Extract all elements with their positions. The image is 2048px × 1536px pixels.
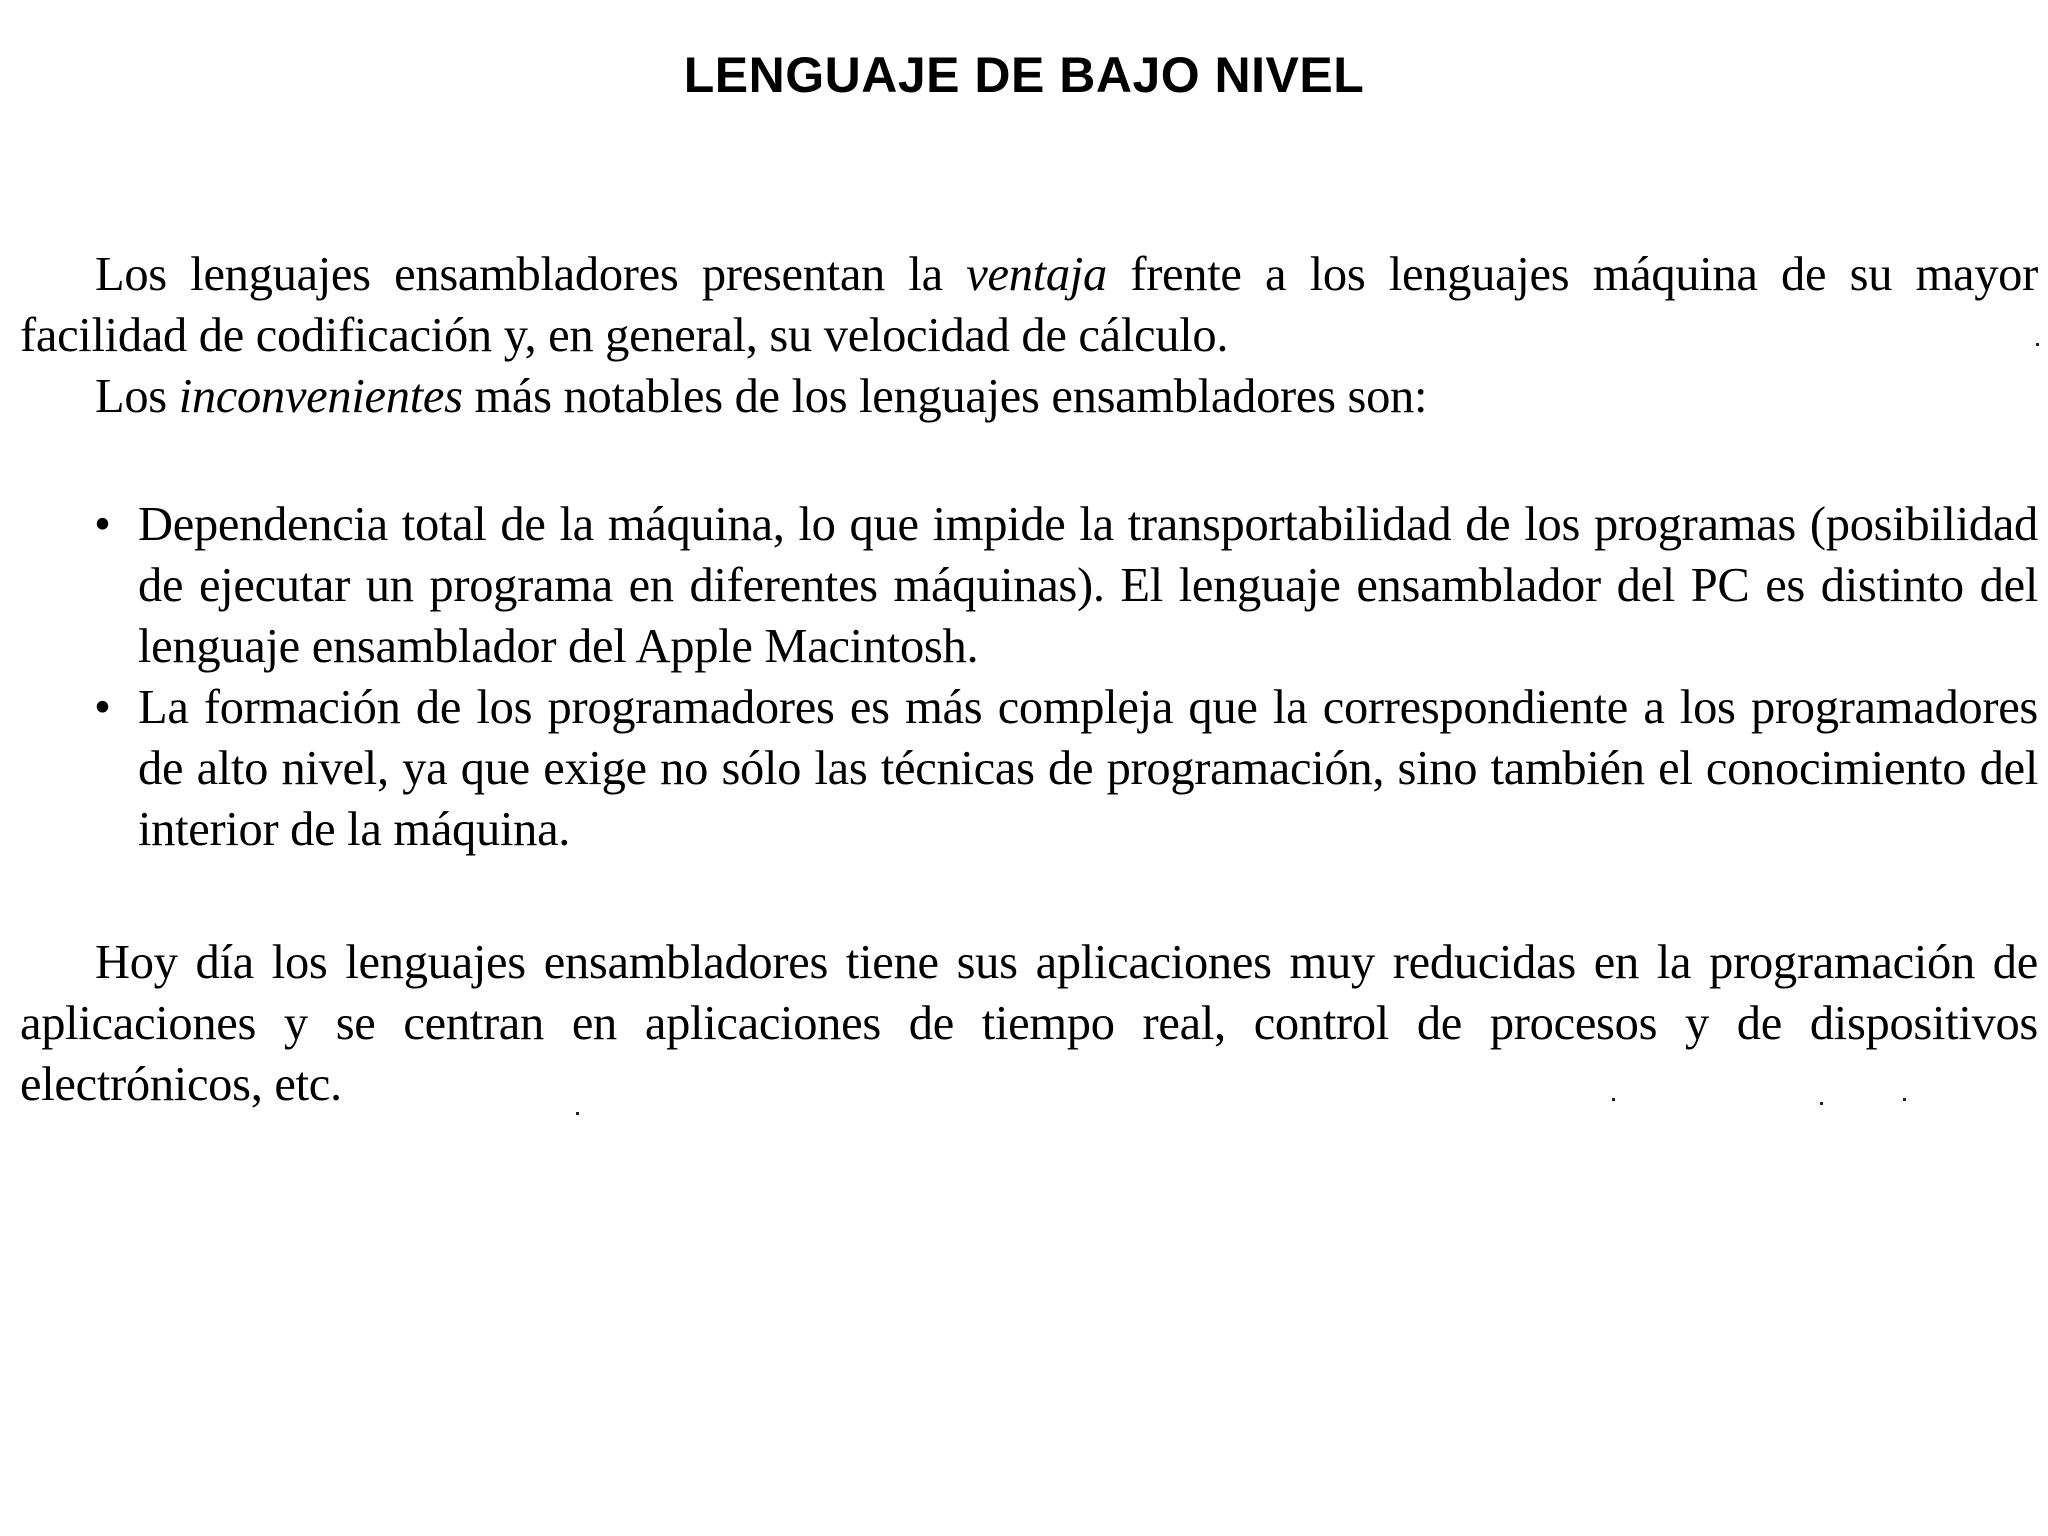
emphasis-ventaja: ventaja: [966, 248, 1107, 301]
list-item-text: Dependencia total de la máquina, lo que impide la transportabilidad de los programas (posibilidad de ejecutar un programa en diferentes máquinas). El lenguaje ensamblador del PC es distinto del lenguaje ensamblador del Apple Macintosh.: [138, 498, 2038, 673]
drawbacks-text-after: más notables de los lenguajes ensambladores son:: [462, 370, 1428, 423]
list-item: [20, 677, 2038, 860]
intro-paragraph-drawbacks: [20, 366, 2038, 427]
intro-text-before: Los lenguajes ensambladores presentan la: [95, 248, 967, 301]
page-title: LENGUAJE DE BAJO NIVEL: [683, 47, 1365, 103]
drawbacks-list: [20, 494, 2038, 860]
intro-text-after: frente a los lenguajes máquina de su mayor facilidad de codificación y, en general, su velocidad de cálculo.: [20, 248, 2038, 362]
list-item-text: La formación de los programadores es más compleja que la correspondiente a los programadores de alto nivel, ya que exige no sólo las técnicas de programación, sino también el conocimiento del interior de la máquina.: [138, 681, 2038, 856]
closing-section: [20, 932, 2038, 1115]
scan-speck: [1903, 1098, 1906, 1101]
emphasis-inconvenientes: inconvenientes: [178, 370, 463, 423]
scan-speck: [576, 1112, 579, 1115]
scan-speck: [1820, 1102, 1823, 1105]
closing-paragraph: Hoy día los lenguajes ensambladores tiene sus aplicaciones muy reducidas en la programación de aplicaciones y se centran en aplicaciones de tiempo real, control de procesos y de dispositivos electrónicos, etc.: [20, 936, 2038, 1111]
drawbacks-list-section: [20, 494, 2038, 860]
bullet-icon: •: [94, 681, 111, 734]
drawbacks-text-before: Los: [95, 370, 179, 423]
intro-section: [20, 244, 2038, 427]
list-item: [20, 494, 2038, 677]
scan-speck: [1612, 1098, 1615, 1101]
intro-paragraph-advantage: [20, 244, 2038, 366]
bullet-icon: •: [94, 498, 111, 551]
scan-speck: [2036, 343, 2039, 346]
